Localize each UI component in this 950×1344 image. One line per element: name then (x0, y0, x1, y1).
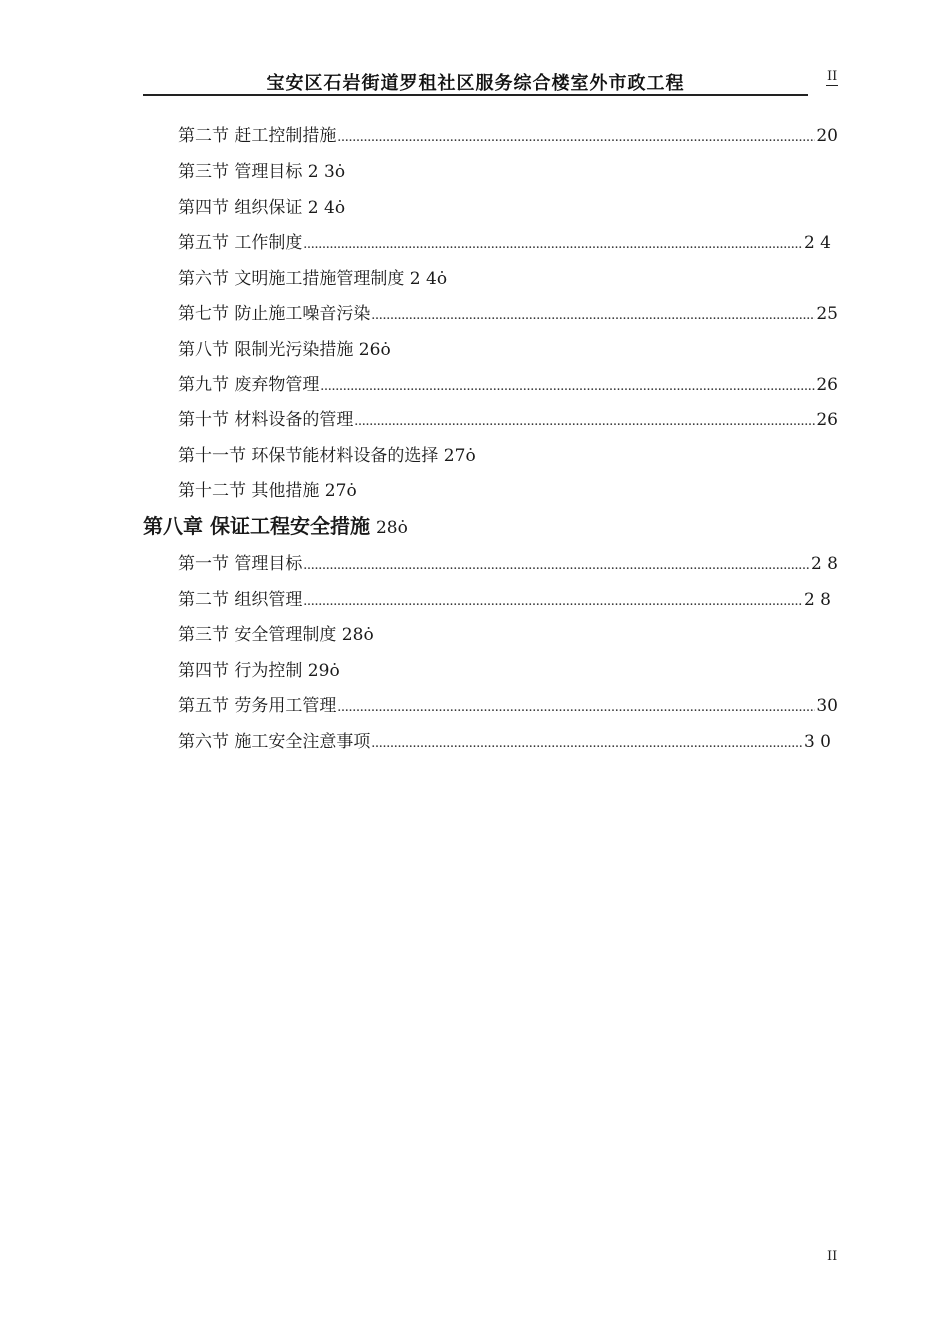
toc-entry-label: 第四节 行为控制 29 (178, 661, 330, 681)
toc-entry[interactable] (178, 302, 838, 326)
paragraph-mark-icon: ȯ (397, 518, 408, 538)
toc-entry[interactable] (178, 338, 391, 362)
toc-leader-dots (371, 303, 815, 327)
toc-leader-dots (303, 553, 810, 577)
paragraph-mark-icon: ȯ (363, 625, 374, 645)
toc-chapter[interactable] (143, 514, 408, 538)
paragraph-mark-icon: ȯ (436, 269, 448, 289)
paragraph-mark-icon: ȯ (334, 162, 346, 182)
toc-entry-page: 3 0 (803, 732, 831, 752)
paragraph-mark-icon: ȯ (380, 340, 391, 360)
toc-entry-label: 第六节 文明施工措施管理制度 2 4 (178, 269, 437, 289)
toc-entry-label: 第二节 赶工控制措施 (178, 126, 337, 146)
toc-chapter-page: 28 (375, 518, 398, 538)
toc-entry-page: 2 8 (810, 554, 838, 574)
toc-entry-label: 第十节 材料设备的管理 (178, 410, 354, 430)
toc-entry[interactable] (178, 588, 831, 612)
header-title: 宝安区石岩街道罗租社区服务综合楼室外市政工程 (266, 73, 685, 94)
toc-leader-dots (303, 589, 803, 613)
toc-entry-page: 26 (816, 375, 838, 395)
toc-entry[interactable] (178, 231, 831, 255)
toc-entry[interactable] (178, 160, 345, 184)
paragraph-mark-icon: ȯ (465, 446, 476, 466)
toc-entry-label: 第三节 安全管理制度 28 (178, 625, 364, 645)
toc-entry-label: 第三节 管理目标 2 3 (178, 162, 335, 182)
toc-entry-label: 第九节 废弃物管理 (178, 375, 320, 395)
page-header (143, 66, 808, 96)
toc-entry-page: 25 (816, 304, 838, 324)
toc-entry-label: 第四节 组织保证 2 4 (178, 198, 335, 218)
toc-chapter-label: 第八章 保证工程安全措施 (143, 514, 370, 538)
toc-entry[interactable] (178, 444, 476, 468)
toc-entry[interactable] (178, 623, 374, 647)
toc-entry-page: 2 8 (803, 590, 831, 610)
toc-entry-page: 20 (816, 126, 838, 146)
toc-entry-page: 26 (816, 410, 838, 430)
toc-entry[interactable] (178, 730, 831, 754)
toc-entry-label: 第十二节 其他措施 27 (178, 481, 347, 501)
toc-entry[interactable] (178, 659, 340, 683)
toc-entry[interactable] (178, 373, 838, 397)
header-page-number: II (827, 69, 838, 84)
toc-entry-label: 第五节 工作制度 (178, 233, 303, 253)
toc-entry-label: 第十一节 环保节能材料设备的选择 27 (178, 446, 466, 466)
toc-entry-label: 第二节 组织管理 (178, 590, 303, 610)
toc-entry-label: 第五节 劳务用工管理 (178, 696, 337, 716)
toc-leader-dots (320, 374, 815, 398)
paragraph-mark-icon: ȯ (334, 198, 346, 218)
toc-entry[interactable] (178, 408, 838, 432)
toc-entry[interactable] (178, 267, 447, 291)
toc-entry-label: 第八节 限制光污染措施 26 (178, 340, 381, 360)
toc-entry-page: 2 4 (803, 233, 831, 253)
footer-page-number: II (827, 1249, 838, 1264)
toc-entry[interactable] (178, 196, 345, 220)
toc-leader-dots (371, 731, 803, 755)
toc-entry-label: 第一节 管理目标 (178, 554, 303, 574)
toc-leader-dots (354, 409, 815, 433)
toc-leader-dots (337, 695, 815, 719)
paragraph-mark-icon: ȯ (329, 661, 340, 681)
toc-entry[interactable] (178, 694, 838, 718)
paragraph-mark-icon: ȯ (346, 481, 357, 501)
toc-entry[interactable] (178, 479, 357, 503)
toc-leader-dots (303, 232, 803, 256)
toc-entry-label: 第六节 施工安全注意事项 (178, 732, 371, 752)
toc-leader-dots (337, 125, 815, 149)
toc-entry-page: 30 (816, 696, 838, 716)
toc-entry[interactable] (178, 124, 838, 148)
toc-entry[interactable] (178, 552, 838, 576)
toc-entry-label: 第七节 防止施工噪音污染 (178, 304, 371, 324)
